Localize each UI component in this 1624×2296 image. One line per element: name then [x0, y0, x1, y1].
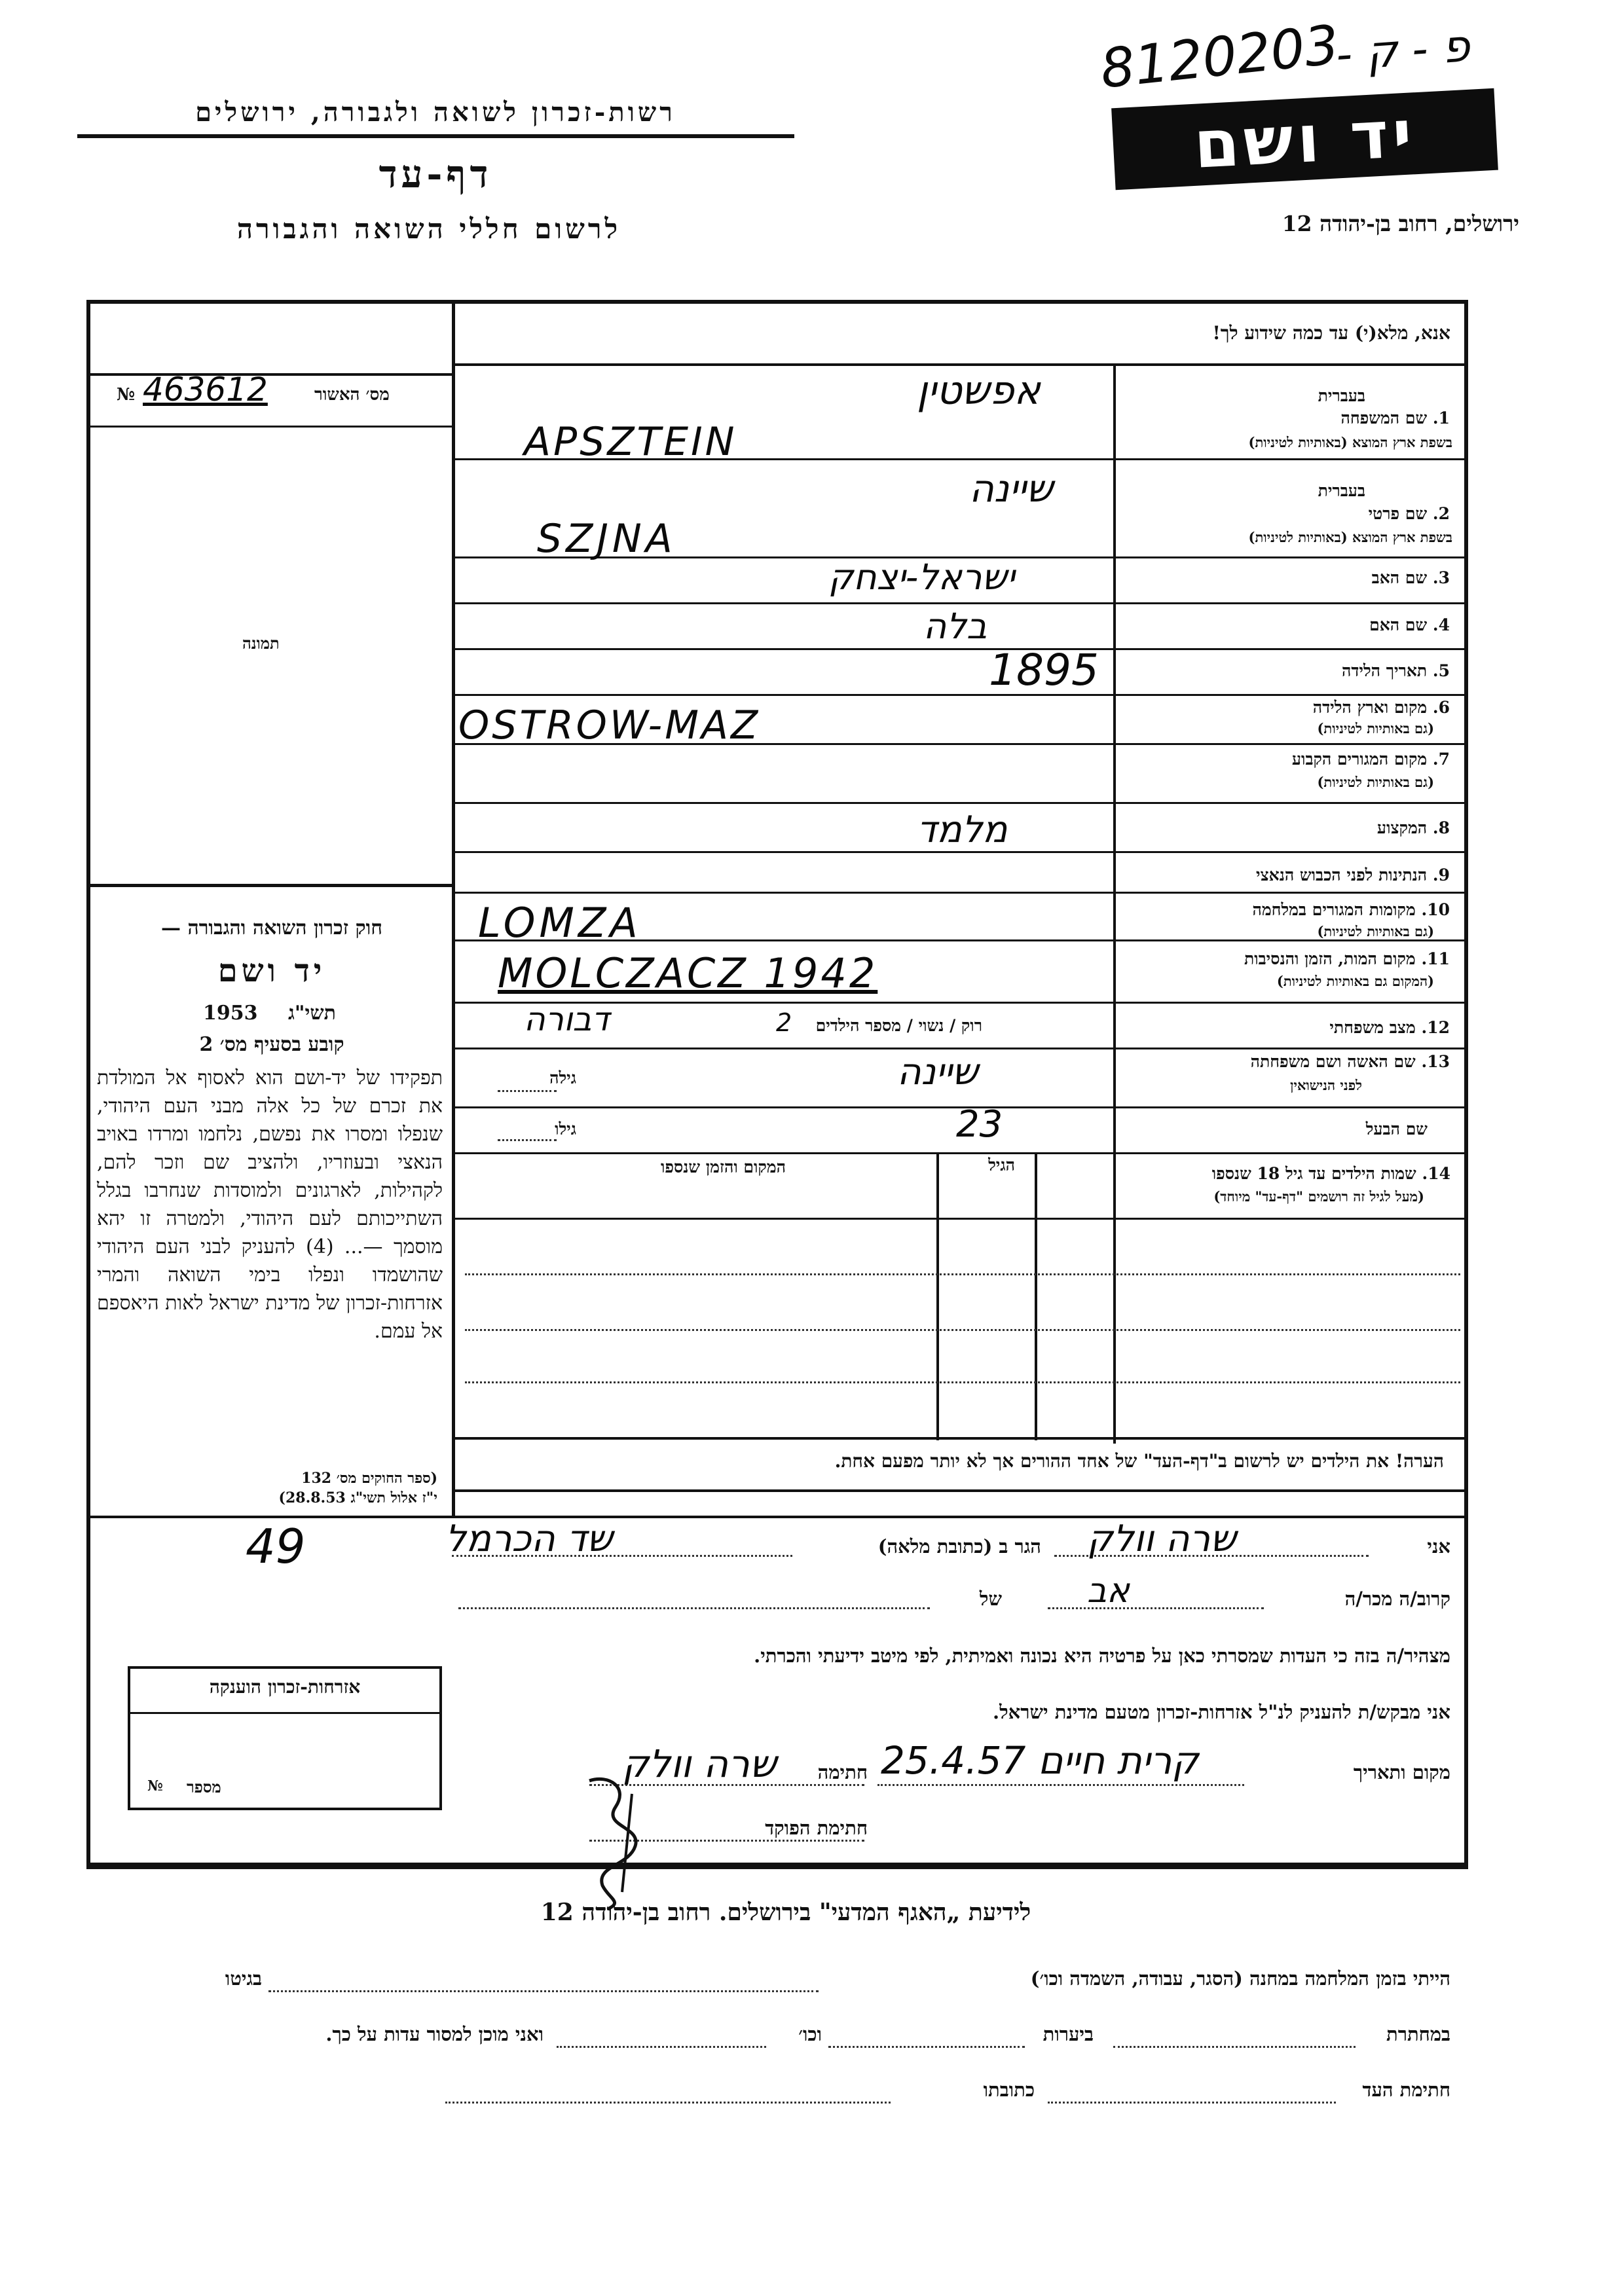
wife-age-label: גילה: [549, 1068, 576, 1087]
law-year-hebrew: תשי"ג: [288, 1002, 336, 1025]
decl-signature-value: שרה וולק: [622, 1741, 777, 1786]
children-header-label: 14. שמות הילדים עד גיל 18 שנספו: [1211, 1164, 1450, 1183]
footer-line3-a: חתימת העד: [1362, 2079, 1450, 2101]
children-row-2: [465, 1273, 1460, 1275]
yad-vashem-logo: [1111, 88, 1498, 190]
footer-line2-dots-b: [828, 2046, 1025, 2048]
declaration-top: [86, 1516, 1468, 1518]
field-12-label: 12. מצב משפחתי: [1329, 1018, 1450, 1037]
field-4-value: בלה: [923, 606, 987, 647]
stamp-code: פ - ק -: [1334, 20, 1472, 82]
decl-officer-label: חתימת הפוקד: [765, 1817, 868, 1839]
logo-text: יד ושם: [1192, 95, 1418, 183]
field-13-value: שיינה: [897, 1051, 978, 1093]
field-6-label: 6. מקום וארץ הלידה: [1312, 698, 1450, 717]
field-10-note: (גם באותיות לטיניות): [1317, 923, 1434, 939]
children-age-header: הגיל: [988, 1156, 1015, 1175]
form-subtitle: לרשום חללי השואה והגבורה: [236, 213, 621, 245]
footer-line3-b: כתובתו: [983, 2079, 1035, 2101]
law-citation-date: י"ז אלול תשי"ג 28.8.53): [278, 1489, 437, 1506]
field-3-label: 3. שם האב: [1371, 568, 1450, 587]
children-header-note: (מעל לגיל זה רושמים "דף-עד" מיוחד): [1213, 1188, 1424, 1205]
remark-bottom: [455, 1489, 1468, 1492]
field-7-note: (גם באותיות לטיניות): [1317, 774, 1434, 790]
decl-of-line: [458, 1607, 930, 1609]
children-row-1: [455, 1218, 1468, 1220]
field-1-hebrew-tag: בעברית: [1318, 386, 1365, 405]
field-1-latin-value: APSZTEIN: [524, 419, 737, 465]
decl-place-date-line: [877, 1784, 1244, 1786]
footer-line1-start: הייתי בזמן המלחמה במחנה (הסגר, עבודה, השמדה וכו׳): [1030, 1967, 1450, 1990]
decl-of-label: של: [979, 1588, 1002, 1610]
wife-age-line: [498, 1090, 557, 1092]
certificate-title: אזרחות-זכרון הוענקה: [209, 1676, 361, 1698]
field-10-value: LOMZA: [478, 899, 642, 947]
row-line-12: [455, 1048, 1468, 1049]
officer-signature-scribble: [570, 1768, 674, 1912]
field-2-hebrew-value: שיינה: [969, 466, 1054, 511]
row-line-4: [455, 648, 1468, 650]
children-row-3: [465, 1329, 1460, 1331]
row-line-7: [455, 802, 1468, 804]
field-7-label: 7. מקום המגורים הקבוע: [1291, 750, 1450, 769]
husband-label: שם הבעל: [1365, 1120, 1428, 1139]
law-title: חוק זכרון השואה והגבורה —: [161, 917, 382, 939]
husband-age-value: 23: [956, 1103, 1003, 1146]
husband-age-line: [498, 1139, 557, 1141]
children-age-col: [936, 1152, 939, 1440]
field-13-note: לפני הנישואין: [1290, 1077, 1362, 1093]
authority-underline: [77, 134, 794, 138]
row-line-8: [455, 851, 1468, 853]
footer-title: לידיעת „האגף המדעי" בירושלים. רחוב בן-יהודה 12: [540, 1899, 1031, 1926]
law-logo: יד ושם: [217, 953, 326, 989]
form-title: דף-עד: [378, 152, 492, 196]
footer-line2-b: ביערות: [1043, 2023, 1094, 2045]
field-4-label: 4. שם האם: [1369, 615, 1450, 634]
stamp-number: 8120203: [1098, 14, 1342, 101]
footer-line2-dots-a: [1113, 2046, 1356, 2048]
sidebar-divider: [452, 300, 455, 1518]
field-3-value: ישראל-יצחק: [828, 556, 1015, 598]
field-8-label: 8. המקצוע: [1376, 818, 1450, 837]
approval-prefix: №: [117, 385, 136, 405]
law-citation: (ספר החוקים מס׳ 132: [301, 1470, 437, 1487]
field-12-options: רוק / נשוי / מספר הילדים: [815, 1016, 982, 1035]
certificate-number-label: מספר: [187, 1777, 221, 1796]
decl-statement: מצהיר/ה בזה כי העדות שמסרתי כאן על פרטיה היא נכונה ואמיתית, לפי מיטב ידיעתי והכרתי.: [754, 1645, 1450, 1667]
approval-divider: [86, 373, 453, 376]
row-line-9: [455, 892, 1468, 894]
field-10-label: 10. מקומות המגורים במלחמה: [1252, 900, 1450, 919]
row-line-14: [455, 1152, 1468, 1154]
children-table-bottom: [455, 1437, 1468, 1440]
decl-place-date-value: קרית חיים 25.4.57: [881, 1738, 1199, 1783]
remark-text: הערה! את הילדים יש לרשום ב"דף-העד" של אחד ההורים אך לא יותר מפעם אחת.: [834, 1450, 1444, 1472]
field-11-note: (המקום גם באותיות לטיניות): [1276, 973, 1434, 989]
field-11-value: MOLCZACZ 1942: [498, 949, 878, 997]
law-year: 1953: [203, 1002, 258, 1025]
footer-line2-c: וכו׳: [798, 2023, 822, 2045]
field-1-label: 1. שם המשפחה: [1340, 409, 1450, 428]
field-11-label: 11. מקום המות, הזמן והנסיבות: [1244, 949, 1450, 968]
photo-bottom: [86, 884, 453, 887]
footer-line3-dots-a: [1048, 2102, 1336, 2104]
field-13-label: 13. שם האשה ושם משפחתה: [1250, 1052, 1450, 1071]
decl-signature-label: חתימה: [817, 1761, 868, 1783]
instruction-text: אנא, מלא(י) עד כמה שידוע לך!: [1212, 322, 1450, 344]
decl-name-value: שרה וולק: [1087, 1518, 1236, 1560]
field-2-hebrew-tag: בעברית: [1318, 481, 1365, 500]
instruction-divider: [455, 363, 1468, 366]
header-address: ירושלים, רחוב בן-יהודה 12: [1282, 211, 1519, 236]
decl-resident-label: הגר ב (כתובת מלאה): [877, 1535, 1041, 1558]
decl-request: אני מבקש/ת להעניק לנ"ל אזרחות-זכרון מטעם מדינת ישראל.: [992, 1701, 1450, 1723]
row-line-5: [455, 694, 1468, 696]
decl-place-date-label: מקום ותאריך: [1353, 1761, 1450, 1783]
decl-i-label: אני: [1427, 1535, 1450, 1558]
children-count: 2: [776, 1008, 792, 1037]
approval-number: 463612: [143, 371, 268, 409]
footer-line2-dots-c: [557, 2046, 766, 2048]
row-line-3: [455, 602, 1468, 604]
children-names: דבורה: [524, 1000, 610, 1038]
footer-line2-d: ואני מוכן למסור עדות על כך.: [325, 2023, 544, 2045]
field-5-label: 5. תאריך הלידה: [1342, 661, 1450, 680]
photo-label: תמונה: [242, 634, 280, 653]
husband-age-label: גילו: [555, 1120, 576, 1139]
field-5-value: 1895: [989, 645, 1099, 695]
authority-title: רשות-זכרון לשואה ולגבורה, ירושלים: [195, 97, 676, 128]
decl-relation-value: אב: [1087, 1571, 1130, 1611]
footer-divider: [86, 1866, 1468, 1869]
footer-line1-end: בגיטו: [225, 1967, 262, 1990]
children-row-4: [465, 1381, 1460, 1383]
field-2-label: 2. שם פרטי: [1368, 504, 1450, 523]
approval-label: מס׳ האשור: [314, 385, 390, 405]
certificate-divider: [128, 1712, 442, 1714]
field-2-latin-value: SZJNA: [537, 516, 676, 562]
children-place-header: המקום והזמן שנספו: [661, 1157, 786, 1176]
field-1-note: בשפת ארץ המוצא (באותיות לטיניות): [1248, 434, 1452, 450]
law-body: תפקידו של יד-ושם הוא לאסוף אל המולדת את זכרם של כל אלה מבני העם היהודי, שנפלו ומסרו את נפשם, נלחמו ומרדו באויב הנאצי ובעוזריו, ולהציב שם וזכר להם, לקהילות, לארגונים ולמוסדות שנחרבו בגלל השתייכותם לעם היהודי, ולמטרה זו יהא מוסמך —... (4) להעניק לבני העם היהודי שהושמדו ונפלו בימי השואה והמרי אזרחות-זכרון של מדינת ישראל לאות היאספם אל עמם.: [97, 1066, 443, 1343]
field-8-value: מלמד: [917, 809, 1008, 851]
field-6-value: OSTROW-MAZ: [458, 702, 761, 748]
decl-address-value: שד הכרמל: [445, 1518, 613, 1560]
field-1-hebrew-value: אפשטין: [917, 368, 1041, 414]
certificate-number-prefix: №: [147, 1777, 163, 1795]
field-2-note: בשפת ארץ המוצא (באותיות לטיניות): [1248, 529, 1452, 545]
decl-house-number: 49: [246, 1519, 306, 1574]
label-column-divider: [1113, 363, 1116, 1444]
children-place-col: [1035, 1152, 1037, 1440]
footer-line1-dots: [268, 1990, 819, 1992]
law-section: קובע בסעיף מס׳ 2: [199, 1033, 344, 1056]
footer-line3-dots-b: [445, 2102, 891, 2104]
decl-relative-label: קרוב/ה מכר/ה: [1344, 1588, 1450, 1610]
approval-bottom: [86, 426, 453, 428]
field-6-note: (גם באותיות לטיניות): [1317, 720, 1434, 737]
footer-line2-a: במחתרת: [1386, 2023, 1450, 2045]
field-9-label: 9. הנתינות לפני הכבוש הנאצי: [1256, 866, 1450, 884]
decl-relation-line: [1048, 1607, 1264, 1609]
